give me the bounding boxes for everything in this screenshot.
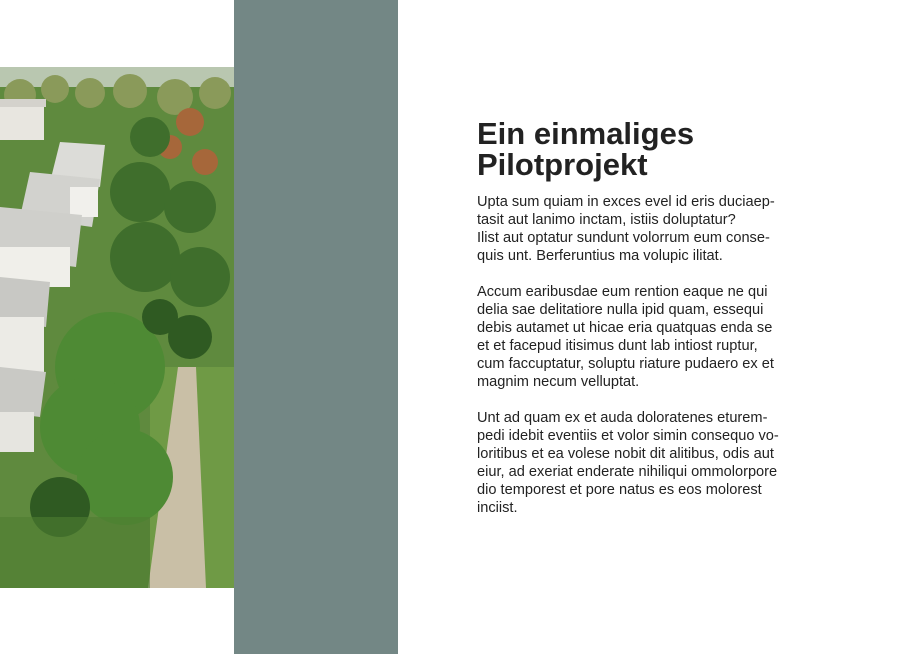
- page-title: Ein einmaliges Pilotprojekt: [477, 116, 695, 182]
- body-paragraph-2: Accum earibusdae eum rention eaque ne qui delia sae delitatiore nulla ipid quam, essequi debis autamet ut hicae eria quatquas enda se et et facepud itisimus dunt lab intiost ruptur, cum faccuptatur, soluptu riature pudaero ex et magnim necum velluptat.: [477, 284, 774, 390]
- aerial-housing-photo: [0, 67, 234, 588]
- body-paragraph-1: Upta sum quiam in exces evel id eris duciaep- tasit aut lanimo inctam, istiis doluptatur? Ilist aut optatur sundunt volorrum eum conse- quis unt. Berferuntius ma volupic ilitat.: [477, 194, 775, 264]
- decorative-gray-band: [234, 0, 398, 654]
- text-column: [477, 118, 822, 535]
- body-paragraph-3: Unt ad quam ex et auda doloratenes eturem- pedi idebit eventiis et volor simin consequo vo- loritibus et ea volese nobit dit alitibus, odis aut eiur, ad exeriat enderate nihiliqui ommolorpore dio temporest et pore natus es eos molorest inciist.: [477, 410, 779, 516]
